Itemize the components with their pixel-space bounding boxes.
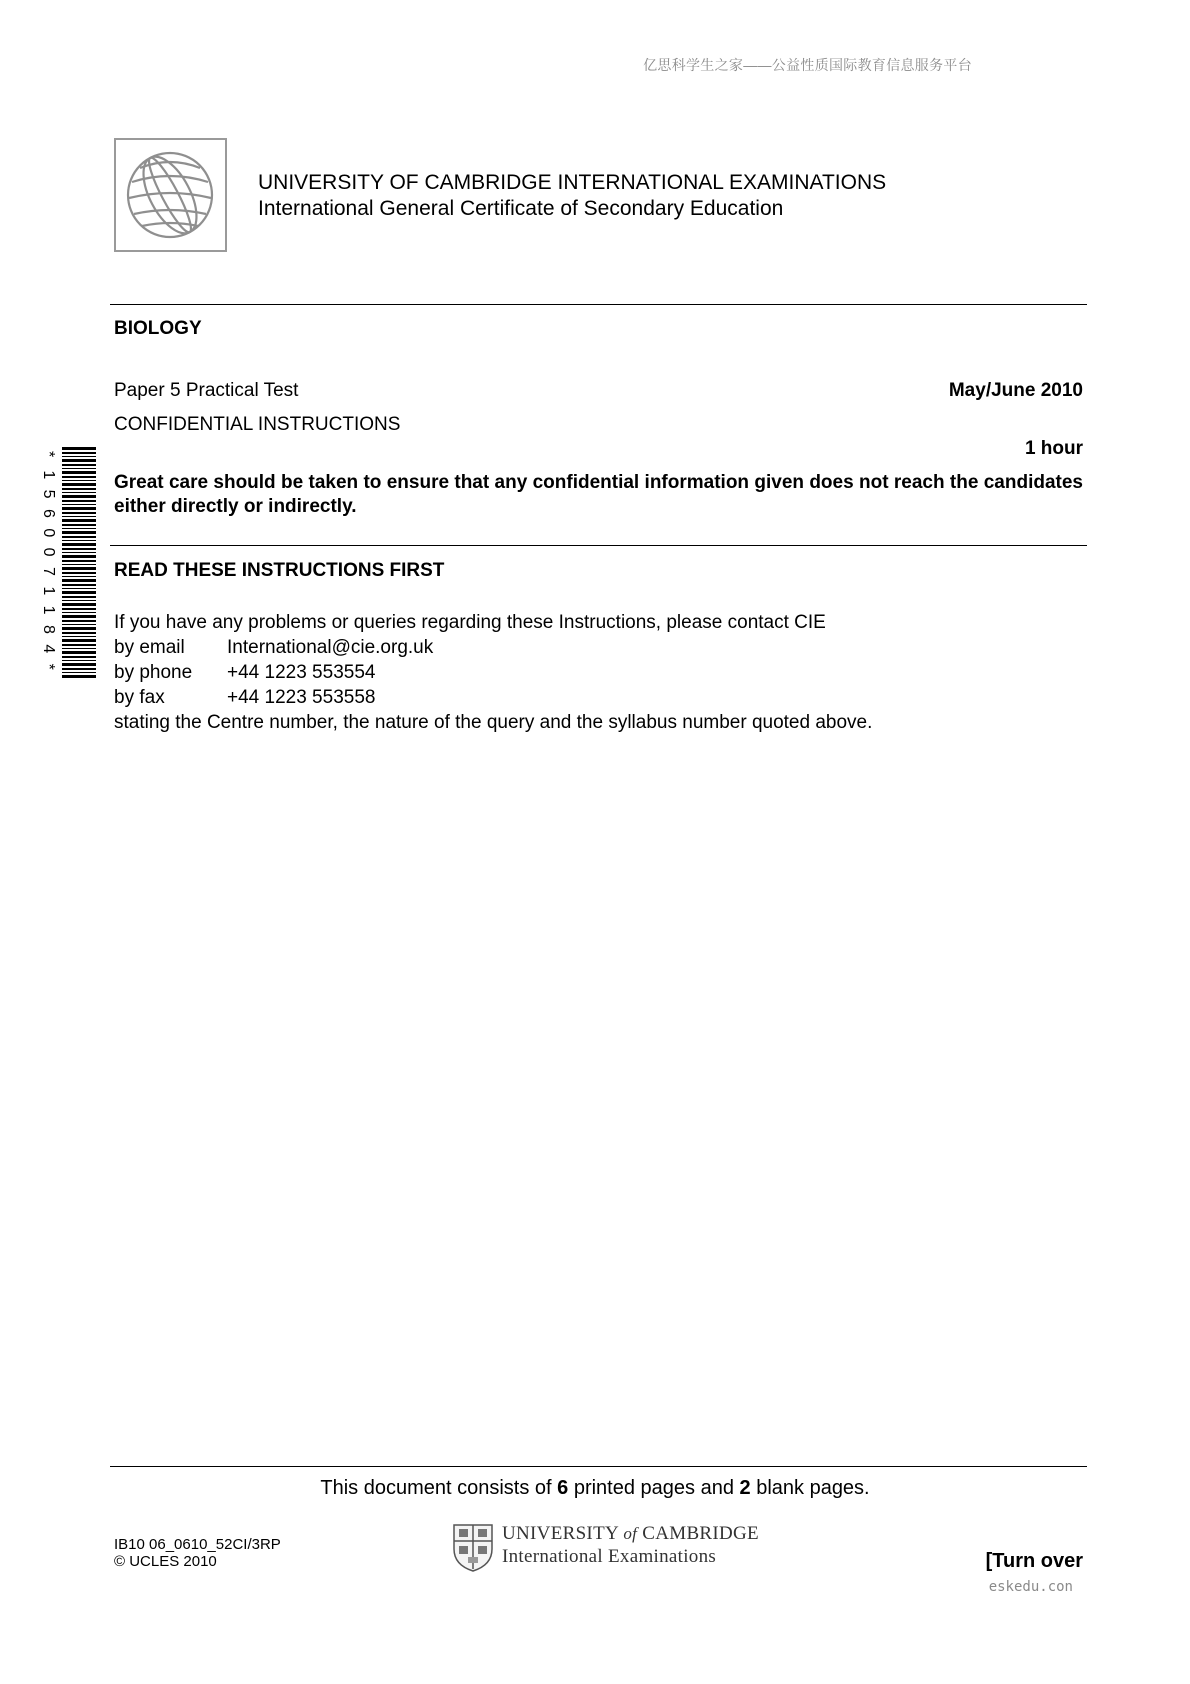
wordmark-university: UNIVERSITY — [502, 1523, 619, 1544]
blank-pages-count: 2 — [739, 1477, 751, 1499]
barcode-bar — [62, 591, 96, 594]
barcode-bar — [62, 651, 96, 654]
barcode-bar — [62, 675, 96, 678]
barcode-bar — [62, 600, 96, 601]
barcode-bar — [62, 656, 96, 658]
barcode-bar — [62, 564, 96, 565]
barcode-bar — [62, 476, 96, 478]
barcode-bar — [62, 488, 96, 490]
barcode — [40, 447, 96, 679]
barcode-bar — [62, 612, 96, 613]
page-count-middle: printed pages and — [568, 1477, 740, 1499]
barcode-bar — [62, 663, 96, 666]
globe-logo — [114, 138, 227, 252]
barcode-bar — [62, 603, 96, 606]
barcode-bar — [62, 560, 96, 562]
barcode-bar — [62, 468, 96, 469]
document-code: IB10 06_0610_52CI/3RP — [114, 1536, 281, 1553]
barcode-bar — [62, 668, 96, 670]
barcode-bar — [62, 579, 96, 582]
contact-row-fax — [114, 685, 872, 710]
bottom-divider — [110, 1466, 1087, 1467]
cambridge-wordmark — [502, 1522, 759, 1568]
site-watermark: eskedu.con — [988, 1579, 1073, 1595]
barcode-bar — [62, 500, 96, 502]
barcode-bar — [62, 636, 96, 637]
barcode-bar — [62, 459, 96, 462]
barcode-digit: * — [40, 663, 57, 670]
barcode-bar — [62, 639, 96, 642]
barcode-bar — [62, 608, 96, 610]
barcode-digit: 0 — [40, 528, 57, 538]
middle-divider — [110, 545, 1087, 546]
document-type: CONFIDENTIAL INSTRUCTIONS — [114, 414, 401, 435]
cambridge-wordmark-line1 — [502, 1522, 759, 1545]
subject-heading: BIOLOGY — [114, 318, 202, 339]
paper-title: Paper 5 Practical Test — [114, 380, 299, 401]
barcode-bar — [62, 495, 96, 498]
document-code-block — [114, 1536, 281, 1570]
barcode-bar — [62, 492, 96, 493]
globe-icon — [124, 148, 217, 242]
barcode-digit: 7 — [40, 567, 57, 576]
barcode-bar — [62, 471, 96, 474]
barcode-bar — [62, 584, 96, 586]
confidentiality-warning: Great care should be taken to ensure that any confidential information given does not reach the candidates either directly or indirectly. — [114, 472, 1083, 517]
crest-icon — [452, 1523, 494, 1573]
barcode-bar — [62, 548, 96, 550]
barcode-icon — [40, 447, 96, 679]
qualification-title: International General Certificate of Secondary Education — [258, 197, 784, 220]
barcode-digit: 6 — [40, 509, 57, 518]
barcode-digit: 1 — [40, 605, 57, 615]
barcode-digit: 4 — [40, 644, 57, 654]
barcode-bar — [62, 516, 96, 517]
barcode-bar — [62, 627, 96, 630]
printed-pages-count: 6 — [557, 1477, 569, 1499]
barcode-bar — [62, 615, 96, 618]
barcode-digit: 8 — [40, 625, 57, 634]
barcode-bar — [62, 528, 96, 529]
barcode-digit: * — [40, 451, 57, 458]
barcode-bar — [62, 660, 96, 661]
barcode-bar — [62, 531, 96, 534]
barcode-bar — [62, 572, 96, 574]
barcode-bar — [62, 567, 96, 570]
cambridge-crest — [452, 1523, 494, 1573]
contact-row-email — [114, 635, 872, 660]
page-count-note — [0, 1477, 1190, 1500]
contact-closing: stating the Centre number, the nature of the query and the syllabus number quoted above. — [114, 712, 873, 733]
top-divider — [110, 304, 1087, 305]
barcode-bar — [62, 596, 96, 598]
wordmark-cambridge: CAMBRIDGE — [642, 1523, 759, 1544]
barcode-bar — [62, 552, 96, 553]
barcode-bar — [62, 507, 96, 510]
contact-email[interactable]: International@cie.org.uk — [227, 637, 434, 658]
barcode-digit: 0 — [40, 547, 57, 557]
barcode-bar — [62, 620, 96, 622]
barcode-bar — [62, 576, 96, 577]
barcode-digit: 1 — [40, 586, 57, 596]
contact-row-phone — [114, 660, 872, 685]
exam-duration: 1 hour — [1024, 438, 1083, 459]
cambridge-wordmark-line2: International Examinations — [502, 1546, 717, 1567]
wordmark-of: of — [623, 1524, 638, 1543]
barcode-bar — [62, 483, 96, 486]
barcode-bar — [62, 456, 96, 457]
barcode-bar — [62, 524, 96, 526]
barcode-bar — [62, 624, 96, 625]
barcode-bar — [62, 504, 96, 505]
barcode-bar — [62, 648, 96, 649]
page-count-suffix: blank pages. — [750, 1477, 870, 1499]
barcode-bar — [62, 540, 96, 541]
barcode-digit: 5 — [40, 489, 57, 499]
page-count-prefix: This document consists of — [320, 1477, 558, 1499]
barcode-bar — [62, 519, 96, 522]
barcode-bar — [62, 452, 96, 454]
exam-session: May/June 2010 — [948, 380, 1083, 401]
contact-label: by phone — [114, 662, 193, 683]
barcode-bar — [62, 447, 96, 450]
barcode-bar — [62, 512, 96, 514]
watermark-text: 亿思科学生之家——公益性质国际教育信息服务平台 — [643, 57, 972, 73]
barcode-digit: 1 — [40, 470, 57, 480]
contact-fax: +44 1223 553558 — [227, 687, 376, 708]
barcode-bar — [62, 543, 96, 546]
university-title: UNIVERSITY OF CAMBRIDGE INTERNATIONAL EXAMINATIONS — [258, 171, 887, 194]
barcode-bar — [62, 464, 96, 466]
contact-block — [114, 610, 872, 735]
barcode-bar — [62, 536, 96, 538]
barcode-bar — [62, 555, 96, 558]
contact-label: by fax — [114, 687, 165, 708]
instructions-heading: READ THESE INSTRUCTIONS FIRST — [114, 560, 445, 581]
copyright-notice: © UCLES 2010 — [114, 1553, 217, 1570]
barcode-bar — [62, 588, 96, 589]
contact-intro: If you have any problems or queries regarding these Instructions, please contact CIE — [114, 612, 826, 633]
contact-label: by email — [114, 637, 185, 658]
barcode-bar — [62, 632, 96, 634]
contact-phone: +44 1223 553554 — [227, 662, 376, 683]
barcode-bar — [62, 672, 96, 673]
turn-over-label: [Turn over — [985, 1550, 1083, 1572]
barcode-bar — [62, 644, 96, 646]
barcode-bar — [62, 480, 96, 481]
